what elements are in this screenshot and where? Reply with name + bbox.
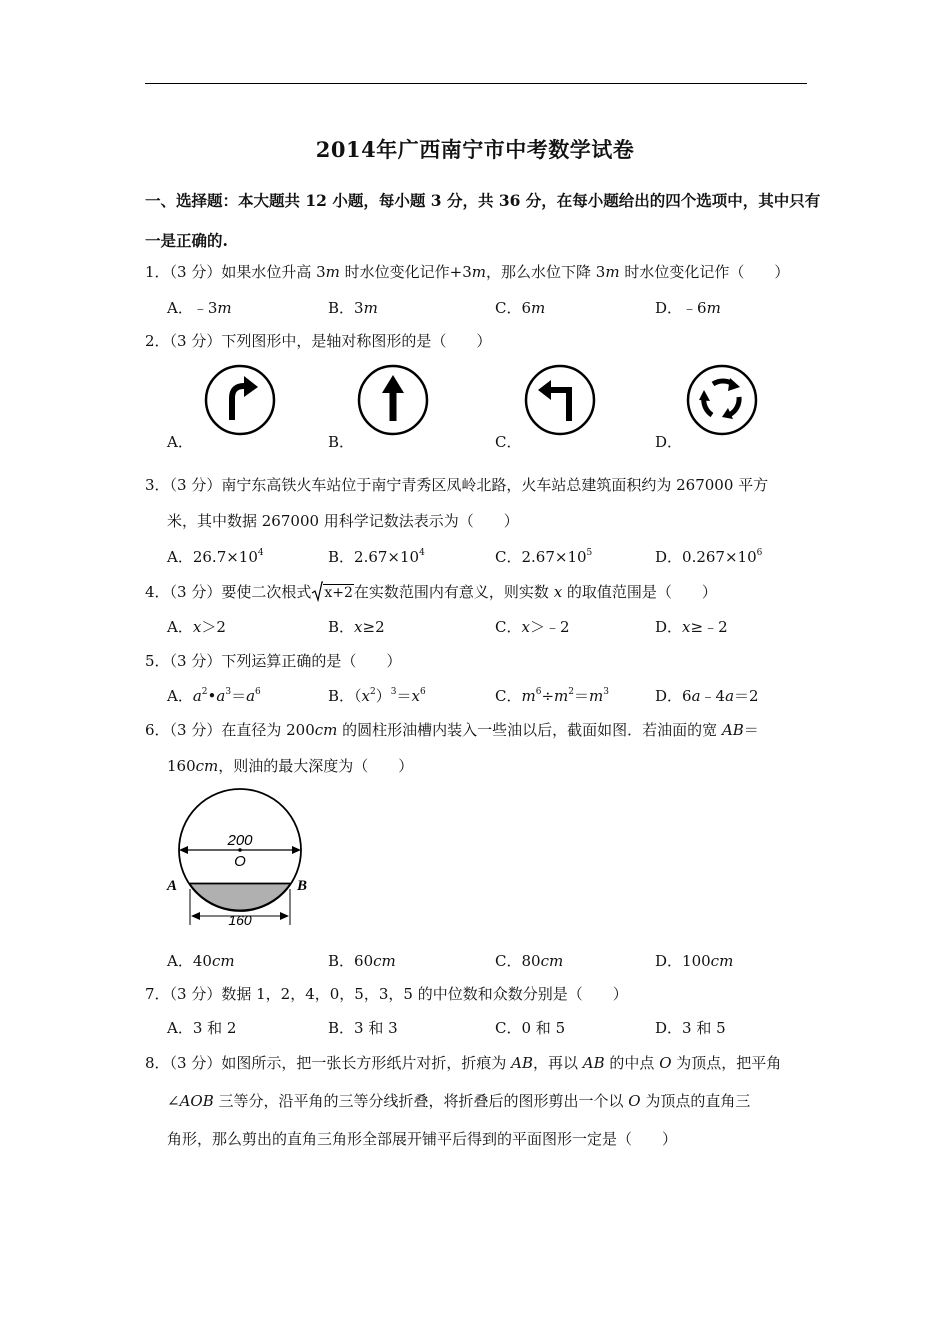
q3-option-c: C．$2.67\times 10^5$ xyxy=(495,548,593,566)
question-6-line1: 6．（3 分）在直径为 200cm 的圆柱形油槽内装入一些油以后，截面如图．若油面的宽 AB＝ xyxy=(145,721,759,739)
question-6-line2: 160cm，则油的最大深度为（ ） xyxy=(167,757,414,775)
roundabout-arrows-icon xyxy=(686,364,758,436)
q7-option-d: D．3 和 5 xyxy=(655,1019,726,1037)
q2-option-c-label: C． xyxy=(495,433,522,451)
section-heading-line1: 一、选择题：本大题共 12 小题，每小题 3 分，共 36 分，在每小题给出的四个选项中，其中只有 xyxy=(145,191,821,210)
question-4: 4．（3 分）要使二次根式 x+2在实数范围内有意义，则实数 x 的取值范围是（ ） xyxy=(145,583,717,601)
point-a-label: A xyxy=(167,878,178,894)
q6-option-c: C．80cm xyxy=(495,952,564,970)
q4-option-b: B．x≥2 xyxy=(328,618,385,636)
oil-tank-cross-section-figure xyxy=(160,785,320,930)
q2-option-a-label: A． xyxy=(167,433,193,451)
question-3-line1: 3．（3 分）南宁东高铁火车站位于南宁青秀区凤岭北路，火车站总建筑面积约为 267000 平方 xyxy=(145,476,769,494)
q7-option-c: C．0 和 5 xyxy=(495,1019,566,1037)
question-7: 7．（3 分）数据 1，2，4，0，5，3，5 的中位数和众数分别是（ ） xyxy=(145,985,628,1003)
question-5: 5．（3 分）下列运算正确的是（ ） xyxy=(145,652,402,670)
q4-option-c: C．x＞﹣2 xyxy=(495,618,570,636)
q6-option-a: A．40cm xyxy=(167,952,235,970)
header-rule xyxy=(145,83,807,84)
q3-option-d: D．$0.267\times 10^6$ xyxy=(655,548,763,566)
q1-option-c: C．6m xyxy=(495,299,546,317)
q5-option-d: D．6a﹣4a＝2 xyxy=(655,687,759,705)
q4-option-a: A．x＞2 xyxy=(167,618,226,636)
q6-option-b: B．60cm xyxy=(328,952,396,970)
question-8-line3: 角形，那么剪出的直角三角形全部展开铺平后得到的平面图形一定是（ ） xyxy=(167,1130,678,1148)
question-2: 2．（3 分）下列图形中，是轴对称图形的是（ ） xyxy=(145,332,492,350)
q6-option-d: D．100cm xyxy=(655,952,734,970)
q5-option-c: C．$m^6\div m^2=m^3$ xyxy=(495,687,609,705)
square-root-expression: x+2 xyxy=(311,583,354,601)
turn-left-arrow-icon xyxy=(524,364,596,436)
q1-option-b: B．3m xyxy=(328,299,378,317)
q4-option-d: D．x≥﹣2 xyxy=(655,618,728,636)
q3-option-a: A．$26.7\times 10^4$ xyxy=(167,548,264,566)
question-3-line2: 米，其中数据 267000 用科学记数法表示为（ ） xyxy=(167,512,519,530)
chord-length-label: 160 xyxy=(228,912,252,928)
q1-option-d: D．﹣6m xyxy=(655,299,721,317)
u-turn-right-arrow-icon xyxy=(204,364,276,436)
q5-option-b: B．$(x^2)^3=x^6$ xyxy=(328,687,426,705)
q7-option-a: A．3 和 2 xyxy=(167,1019,237,1037)
q2-option-d-label: D． xyxy=(655,433,683,451)
question-8-line1: 8．（3 分）如图所示，把一张长方形纸片对折，折痕为 AB，再以 AB 的中点 O 为顶点，把平角 xyxy=(145,1054,782,1072)
oil-segment xyxy=(190,884,291,911)
q2-option-b-label: B． xyxy=(328,433,355,451)
section-heading-line2: 一是正确的. xyxy=(145,231,228,250)
straight-arrow-icon xyxy=(357,364,429,436)
q1-option-a: A．﹣3m xyxy=(167,299,232,317)
question-1: 1．（3 分）如果水位升高 3m 时水位变化记作+3m，那么水位下降 3m 时水位变化记作（ ） xyxy=(145,263,790,281)
q7-option-b: B．3 和 3 xyxy=(328,1019,398,1037)
q3-option-b: B．$2.67\times 10^4$ xyxy=(328,548,425,566)
question-8-line2: ∠AOB 三等分，沿平角的三等分线折叠，将折叠后的图形剪出一个以 O 为顶点的直角三 xyxy=(167,1092,751,1110)
exam-title: 2014年广西南宁市中考数学试卷 xyxy=(315,137,635,162)
diameter-label: 200 xyxy=(227,832,253,849)
center-label: O xyxy=(234,853,246,870)
q5-option-a: A．$a^2•a^3=a^6$ xyxy=(167,687,261,705)
point-b-label: B xyxy=(297,878,308,894)
